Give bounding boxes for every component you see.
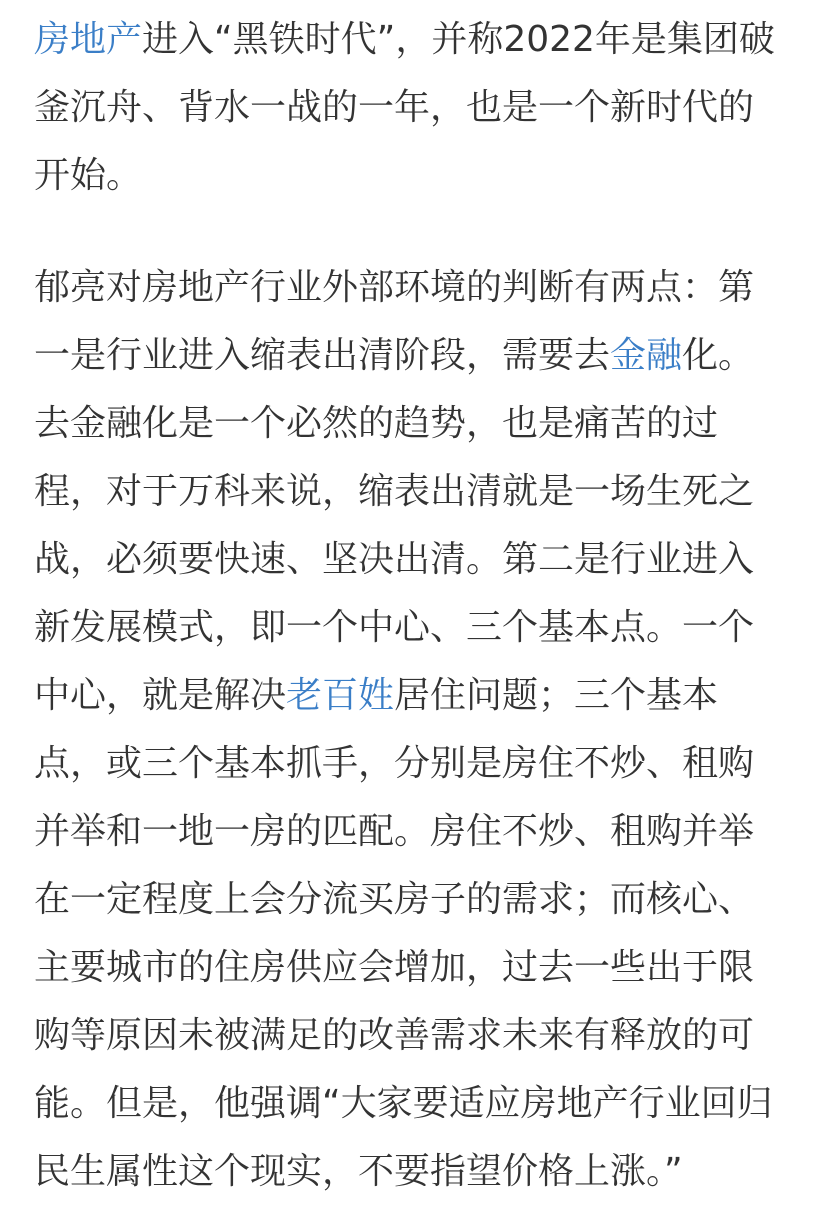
paragraph-text: 一是行业进入缩表出清阶段，需要去: [34, 335, 611, 376]
paragraph-1-line-1: [34, 6, 794, 74]
paragraph-2-line-3: 去金融化是一个必然的趋势，也是痛苦的过: [34, 403, 719, 444]
link-real-estate[interactable]: 房地产: [34, 19, 143, 60]
paragraph-2-line-13: 能。但是，他强调“大家要适应房地产行业回归: [34, 1083, 773, 1124]
link-finance[interactable]: 金融: [610, 335, 683, 376]
paragraph-spacer: [34, 210, 794, 254]
link-common-people[interactable]: 老百姓: [286, 675, 395, 716]
paragraph-2-line-11: 主要城市的住房供应会增加，过去一些出于限: [34, 947, 755, 988]
paragraph-2-line-12: 购等原因未被满足的改善需求未来有释放的可: [34, 1015, 755, 1056]
paragraph-2: [34, 254, 794, 1206]
paragraph-2-line-8: 点，或三个基本抓手，分别是房住不炒、租购: [34, 743, 755, 784]
paragraph-2-line-4: 程，对于万科来说，缩表出清就是一场生死之: [34, 471, 755, 512]
paragraph-2-line-2: [34, 322, 794, 390]
article-body: [34, 6, 794, 1206]
paragraph-1-line-3: 开始。: [34, 155, 143, 196]
paragraph-text: 中心，就是解决: [34, 675, 287, 716]
paragraph-2-line-6: 新发展模式，即一个中心、三个基本点。一个: [34, 607, 755, 648]
paragraph-2-line-14: 民生属性这个现实，不要指望价格上涨。”: [34, 1151, 683, 1192]
paragraph-2-line-5: 战，必须要快速、坚决出清。第二是行业进入: [34, 539, 755, 580]
paragraph-2-line-10: 在一定程度上会分流买房子的需求；而核心、: [34, 879, 755, 920]
paragraph-2-line-9: 并举和一地一房的匹配。房住不炒、租购并举: [34, 811, 755, 852]
paragraph-2-line-1: 郁亮对房地产行业外部环境的判断有两点：第: [34, 267, 755, 308]
paragraph-text: 进入“黑铁时代”，并称2022年是集团破: [142, 19, 775, 60]
paragraph-text: 化。: [682, 335, 755, 376]
paragraph-1: [34, 6, 794, 210]
paragraph-text: 居住问题；三个基本: [394, 675, 719, 716]
paragraph-1-line-2: 釜沉舟、背水一战的一年，也是一个新时代的: [34, 87, 755, 128]
paragraph-2-line-7: [34, 662, 794, 730]
